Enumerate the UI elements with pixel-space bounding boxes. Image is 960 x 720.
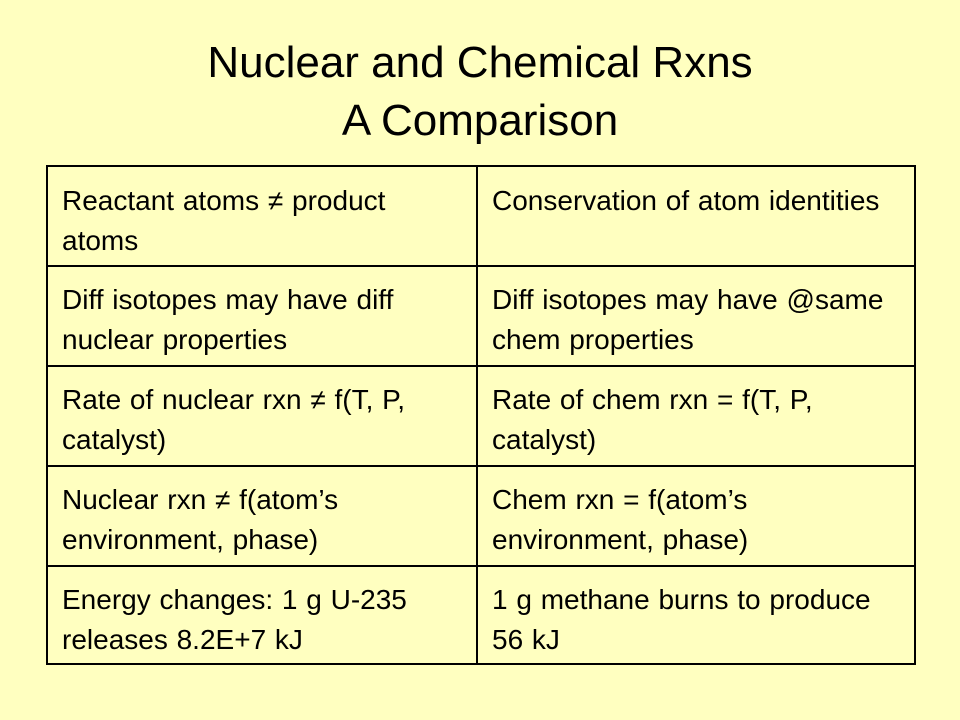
table-row: [47, 266, 915, 366]
chemical-cell: Conservation of atom identities: [477, 166, 915, 266]
title-line-1: Nuclear and Chemical Rxns: [207, 38, 753, 87]
table-row: [47, 366, 915, 466]
comparison-table: [46, 165, 916, 665]
table-row: [47, 466, 915, 566]
nuclear-cell: Nuclear rxn ≠ f(atom’s environment, phase): [47, 466, 477, 566]
table-row: [47, 166, 915, 266]
nuclear-cell: Diff isotopes may have diff nuclear properties: [47, 266, 477, 366]
title-line-2: A Comparison: [341, 96, 619, 145]
nuclear-cell: Energy changes: 1 g U-235 releases 8.2E+7 kJ: [47, 566, 477, 664]
chemical-cell: Chem rxn = f(atom’s environment, phase): [477, 466, 915, 566]
table-row: [47, 566, 915, 664]
chemical-cell: Rate of chem rxn = f(T, P, catalyst): [477, 366, 915, 466]
slide-title: [0, 34, 960, 150]
nuclear-cell: Rate of nuclear rxn ≠ f(T, P, catalyst): [47, 366, 477, 466]
chemical-cell: 1 g methane burns to produce 56 kJ: [477, 566, 915, 664]
chemical-cell: Diff isotopes may have @same chem properties: [477, 266, 915, 366]
nuclear-cell: Reactant atoms ≠ product atoms: [47, 166, 477, 266]
